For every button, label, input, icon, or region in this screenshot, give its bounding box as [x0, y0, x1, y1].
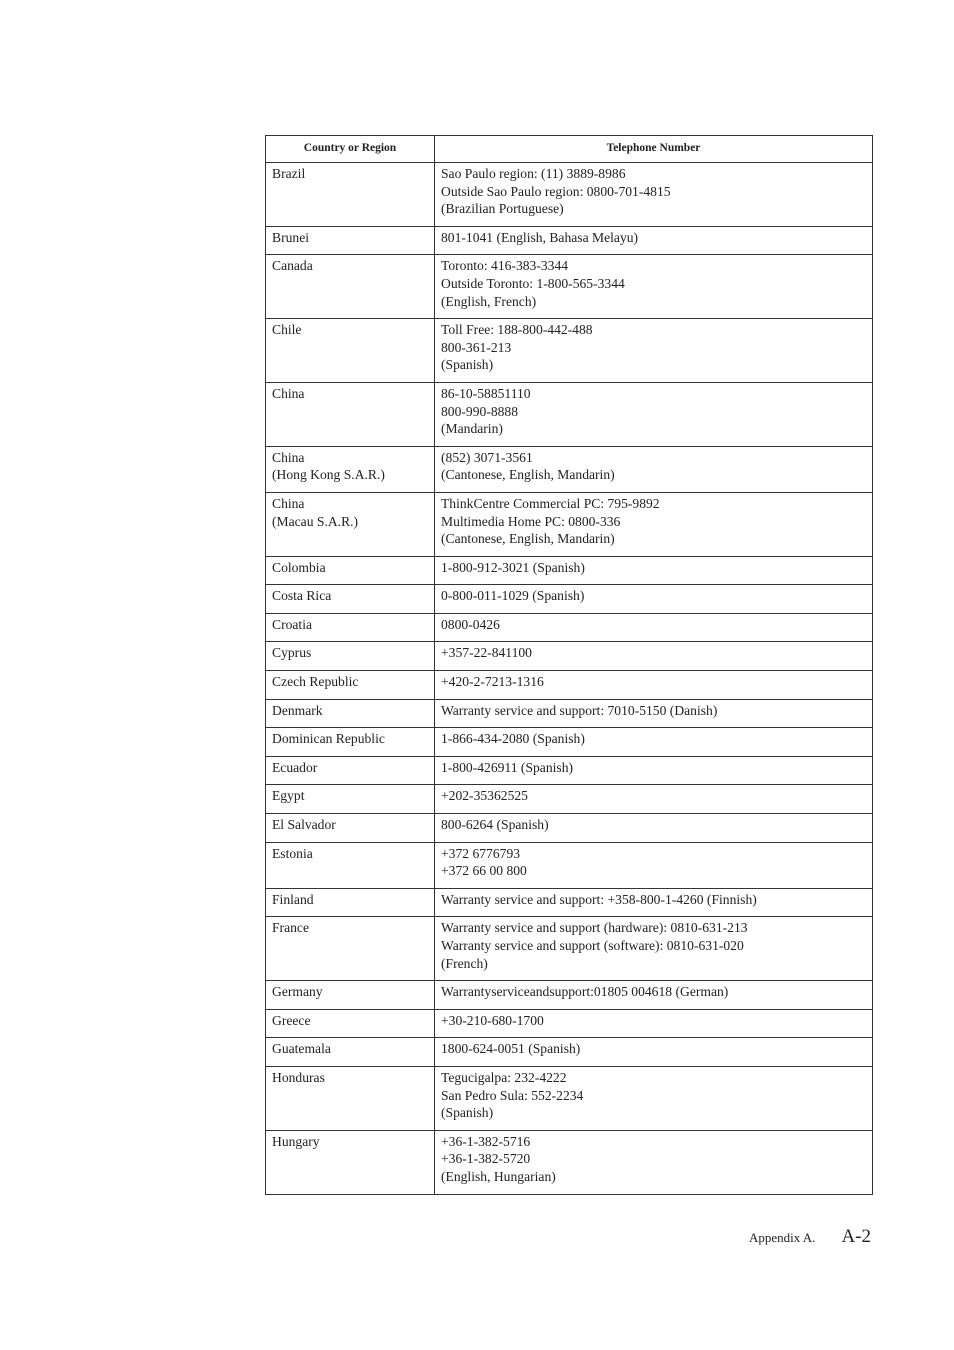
table-row: [266, 699, 873, 728]
table-row: [266, 613, 873, 642]
telephone-text: Outside Toronto: 1-800-565-3344: [441, 275, 625, 291]
telephone-text: 800-361-213: [441, 339, 512, 355]
telephone-text: 0800-0426: [441, 616, 500, 632]
telephone-cell: [435, 756, 873, 785]
country-cell: [266, 1130, 435, 1194]
table-row: [266, 556, 873, 585]
telephone-text: 0-800-011-1029 (Spanish): [441, 588, 585, 604]
page-number: A-2: [841, 1226, 871, 1247]
country-cell: [266, 785, 435, 814]
country-cell: [266, 226, 435, 255]
table-row: [266, 917, 873, 981]
country-cell: [266, 613, 435, 642]
table-body: [266, 163, 873, 1195]
telephone-text: Sao Paulo region: (11) 3889-8986: [441, 166, 626, 181]
telephone-text: Outside Sao Paulo region: 0800-701-4815: [441, 183, 671, 199]
country-text: China: [272, 449, 305, 465]
table-row: [266, 1038, 873, 1067]
telephone-text: San Pedro Sula: 552-2234: [441, 1087, 584, 1103]
telephone-text: +372 66 00 800: [441, 863, 527, 879]
country-text: Finland: [272, 891, 314, 907]
telephone-cell: [435, 319, 873, 383]
country-cell: [266, 255, 435, 319]
country-cell: [266, 1009, 435, 1038]
table-row: [266, 226, 873, 255]
telephone-text: Warranty service and support (software): 0810-631-020: [441, 938, 744, 953]
country-text: Honduras: [272, 1069, 325, 1085]
table-row: [266, 1066, 873, 1130]
country-cell: [266, 814, 435, 843]
telephone-text: Multimedia Home PC: 0800-336: [441, 513, 621, 529]
table-row: [266, 446, 873, 492]
country-cell: [266, 728, 435, 757]
telephone-text: Toronto: 416-383-3344: [441, 258, 569, 274]
telephone-text: (Cantonese, English, Mandarin): [441, 467, 615, 483]
telephone-text: ThinkCentre Commercial PC: 795-9892: [441, 495, 660, 511]
country-cell: [266, 981, 435, 1010]
telephone-text: +36-1-382-5716: [441, 1133, 531, 1149]
table-row: [266, 585, 873, 614]
telephone-text: 801-1041 (English, Bahasa Melayu): [441, 229, 639, 245]
country-text: Egypt: [272, 788, 305, 804]
telephone-cell: [435, 1130, 873, 1194]
table-row: [266, 981, 873, 1010]
telephone-text: Warranty service and support: 7010-5150 (Danish): [441, 702, 718, 718]
country-text: Croatia: [272, 616, 313, 632]
telephone-text: 800-990-8888: [441, 403, 519, 419]
country-cell: [266, 699, 435, 728]
telephone-text: (Cantonese, English, Mandarin): [441, 531, 615, 547]
country-text: Germany: [272, 984, 323, 1000]
country-text: Dominican Republic: [272, 731, 385, 747]
telephone-text: 1-800-912-3021 (Spanish): [441, 559, 585, 575]
telephone-cell: [435, 1038, 873, 1067]
table-row: [266, 1130, 873, 1194]
telephone-cell: [435, 492, 873, 556]
telephone-text: Warrantyserviceandsupport:01805 004618 (German): [441, 984, 729, 1000]
telephone-cell: [435, 728, 873, 757]
country-cell: [266, 888, 435, 917]
telephone-cell: [435, 671, 873, 700]
telephone-cell: [435, 842, 873, 888]
telephone-text: Warranty service and support: +358-800-1-4260 (Finnish): [441, 891, 757, 907]
telephone-cell: [435, 642, 873, 671]
telephone-text: +420-2-7213-1316: [441, 674, 544, 690]
country-text: Estonia: [272, 845, 313, 861]
telephone-text: 1800-624-0051 (Spanish): [441, 1041, 581, 1057]
telephone-cell: [435, 981, 873, 1010]
table-row: [266, 756, 873, 785]
table-row: [266, 319, 873, 383]
country-text: China: [272, 385, 305, 401]
telephone-text: (Brazilian Portuguese): [441, 201, 564, 217]
telephone-text: +372 6776793: [441, 845, 521, 861]
telephone-cell: [435, 585, 873, 614]
country-cell: [266, 446, 435, 492]
telephone-cell: [435, 888, 873, 917]
country-text: Chile: [272, 322, 302, 338]
country-cell: [266, 642, 435, 671]
country-cell: [266, 756, 435, 785]
table-row: [266, 888, 873, 917]
telephone-text: 1-866-434-2080 (Spanish): [441, 731, 585, 747]
country-cell: [266, 585, 435, 614]
telephone-cell: [435, 1066, 873, 1130]
column-header-telephone: Telephone Number: [435, 136, 873, 163]
telephone-text: (Spanish): [441, 1105, 494, 1121]
telephone-cell: [435, 699, 873, 728]
country-text: Costa Rica: [272, 588, 332, 604]
country-cell: [266, 382, 435, 446]
telephone-cell: [435, 613, 873, 642]
appendix-label: Appendix A.: [748, 1230, 816, 1245]
country-cell: [266, 671, 435, 700]
country-text: Greece: [272, 1012, 311, 1028]
table-row: [266, 382, 873, 446]
telephone-text: Tegucigalpa: 232-4222: [441, 1069, 567, 1085]
telephone-cell: [435, 382, 873, 446]
table-row: [266, 492, 873, 556]
country-text: Brunei: [272, 229, 309, 245]
country-text: Czech Republic: [272, 674, 359, 690]
country-cell: [266, 1066, 435, 1130]
table-row: [266, 842, 873, 888]
telephone-text: +36-1-382-5720: [441, 1151, 531, 1167]
telephone-cell: [435, 226, 873, 255]
table-row: [266, 728, 873, 757]
telephone-cell: [435, 785, 873, 814]
country-text: El Salvador: [272, 817, 336, 833]
telephone-cell: [435, 446, 873, 492]
telephone-cell: [435, 255, 873, 319]
telephone-text: (852) 3071-3561: [441, 449, 533, 465]
telephone-text: +357-22-841100: [441, 645, 532, 661]
table-row: [266, 671, 873, 700]
telephone-cell: [435, 556, 873, 585]
telephone-text: +202-35362525: [441, 788, 528, 804]
country-text: Denmark: [272, 702, 323, 718]
telephone-text: 1-800-426911 (Spanish): [441, 759, 574, 775]
country-text: (Hong Kong S.A.R.): [272, 467, 385, 483]
telephone-text: 86-10-58851110: [441, 385, 531, 401]
country-text: Brazil: [272, 166, 306, 181]
telephone-text: (English, French): [441, 293, 537, 309]
telephone-text: Toll Free: 188-800-442-488: [441, 322, 593, 338]
telephone-cell: [435, 1009, 873, 1038]
telephone-cell: [435, 917, 873, 981]
table-row: [266, 785, 873, 814]
country-cell: [266, 917, 435, 981]
telephone-text: +30-210-680-1700: [441, 1012, 544, 1028]
country-cell: [266, 492, 435, 556]
telephone-text: Warranty service and support (hardware): 0810-631-213: [441, 920, 748, 936]
country-text: Cyprus: [272, 645, 312, 661]
country-cell: [266, 163, 435, 227]
telephone-text: (Spanish): [441, 357, 494, 373]
country-text: Guatemala: [272, 1041, 331, 1057]
country-text: Hungary: [272, 1133, 320, 1149]
phone-support-table: [265, 135, 873, 1195]
telephone-text: (Mandarin): [441, 421, 503, 437]
country-cell: [266, 1038, 435, 1067]
country-cell: [266, 319, 435, 383]
telephone-cell: [435, 163, 873, 227]
country-text: Colombia: [272, 559, 326, 575]
column-header-country: Country or Region: [266, 136, 435, 163]
table-row: [266, 814, 873, 843]
country-cell: [266, 556, 435, 585]
table-row: [266, 255, 873, 319]
page-footer: [749, 1226, 871, 1248]
table-header-row: [266, 136, 873, 163]
telephone-text: (English, Hungarian): [441, 1168, 556, 1184]
country-text: Canada: [272, 258, 313, 274]
telephone-text: (French): [441, 955, 488, 971]
table-row: [266, 163, 873, 227]
table-row: [266, 1009, 873, 1038]
country-text: China: [272, 495, 305, 511]
country-text: France: [272, 920, 309, 936]
telephone-cell: [435, 814, 873, 843]
country-text: Ecuador: [272, 759, 318, 775]
telephone-text: 800-6264 (Spanish): [441, 817, 549, 833]
table-row: [266, 642, 873, 671]
country-text: (Macau S.A.R.): [272, 513, 359, 529]
country-cell: [266, 842, 435, 888]
